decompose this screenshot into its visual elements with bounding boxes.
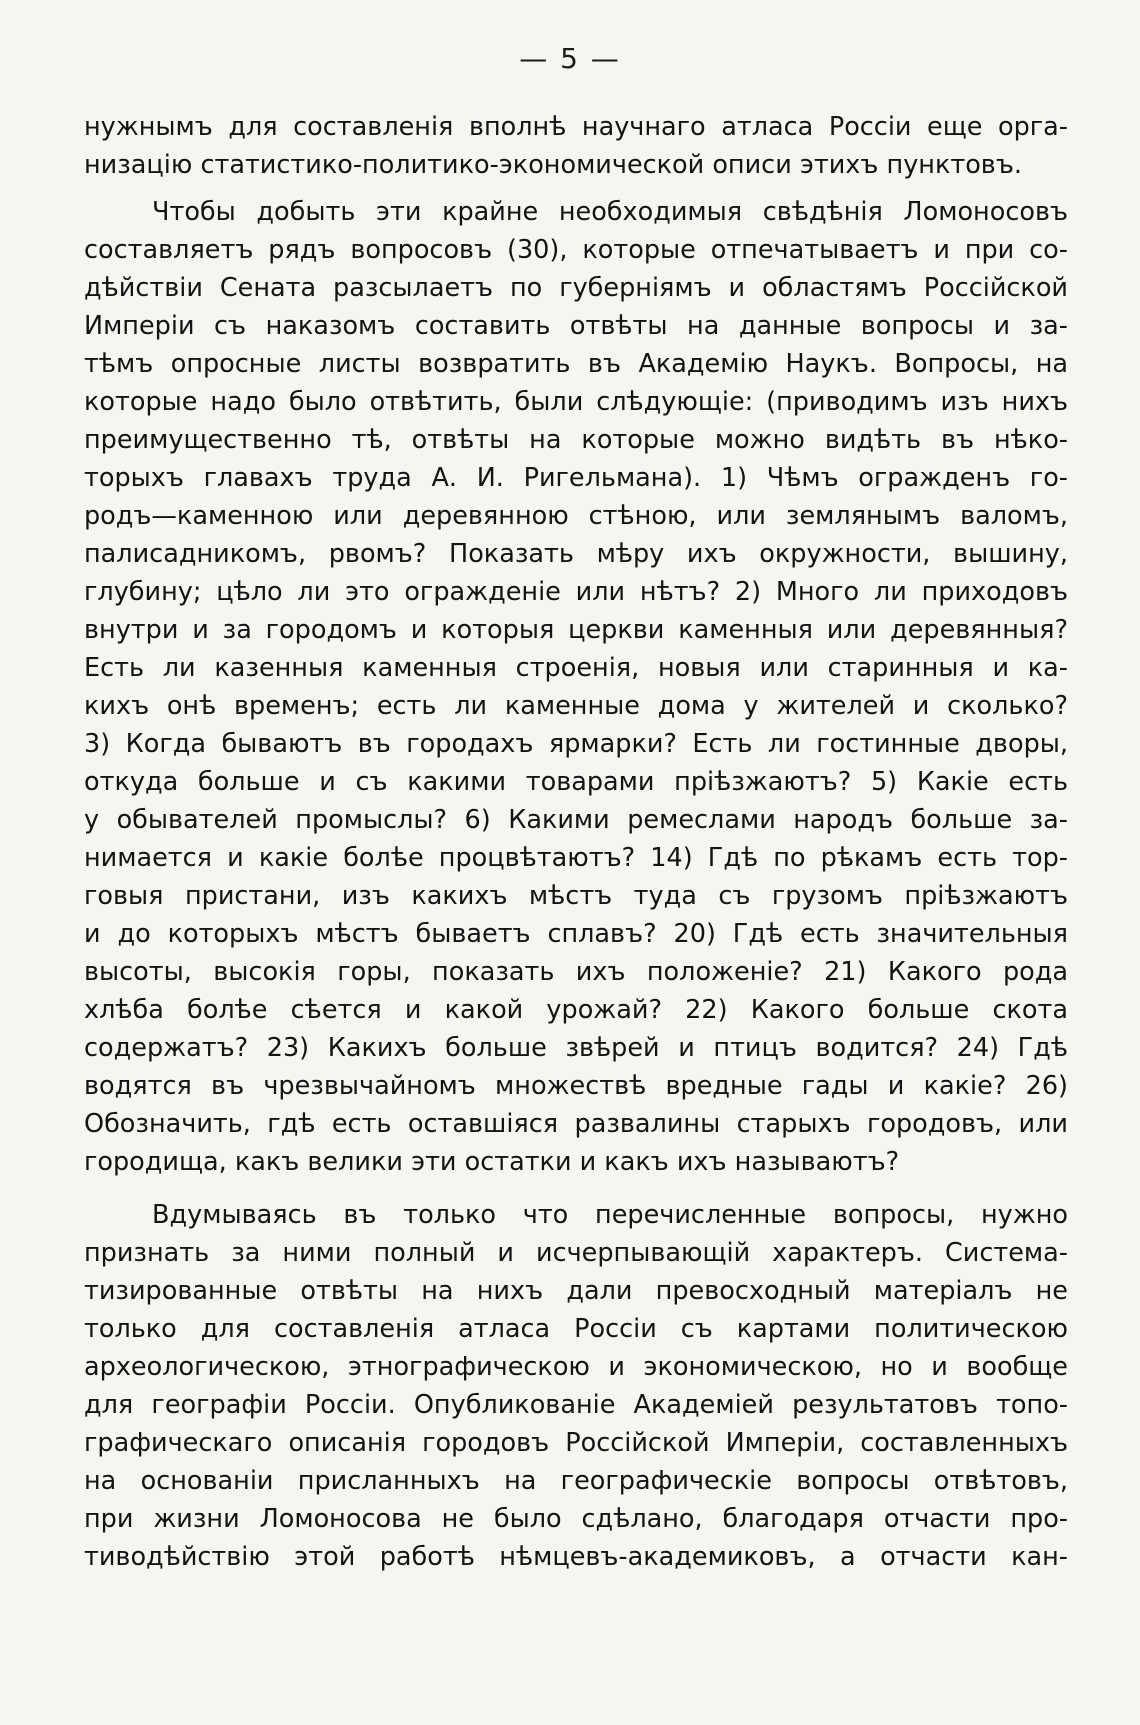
text-line: откуда больше и съ какими товарами пріѣзжаютъ? 5) Какіе есть — [84, 767, 1068, 797]
paragraph-1 — [84, 108, 1068, 184]
text-line: которые надо было отвѣтить, были слѣдующіе: (приводимъ изъ нихъ — [84, 387, 1068, 417]
text-line: палисадникомъ, рвомъ? Показать мѣру ихъ окружности, вышину, — [84, 539, 1068, 569]
text-line: для географіи Россіи. Опубликованіе Академіей результатовъ топо- — [84, 1390, 1068, 1420]
text-line: тиводѣйствію этой работѣ нѣмцевъ-академиковъ, а отчасти кан- — [84, 1542, 1068, 1572]
text-line: Чтобы добыть эти крайне необходимыя свѣдѣнія Ломоносовъ — [152, 197, 1068, 227]
text-line: тѣмъ опросные листы возвратить въ Академію Наукъ. Вопросы, на — [84, 349, 1068, 379]
text-line: и до которыхъ мѣстъ бываетъ сплавъ? 20) Гдѣ есть значительныя — [84, 919, 1068, 949]
text-line: Обозначить, гдѣ есть оставшіяся развалины старыхъ городовъ, или — [84, 1109, 1068, 1139]
text-line: говыя пристани, изъ какихъ мѣстъ туда съ грузомъ пріѣзжаютъ — [84, 881, 1068, 911]
text-line: преимущественно тѣ, отвѣты на которые можно видѣть въ нѣко- — [84, 425, 1068, 455]
text-line: Вдумываясь въ только что перечисленные вопросы, нужно — [152, 1200, 1068, 1230]
text-line: городища, какъ велики эти остатки и какъ ихъ называютъ? — [84, 1147, 900, 1177]
text-line: Имперіи съ наказомъ составить отвѣты на данные вопросы и за- — [84, 311, 1068, 341]
text-line: водятся въ чрезвычайномъ множествѣ вредные гады и какіе? 26) — [84, 1071, 1068, 1101]
text-line: родъ—каменною или деревянною стѣною, или землянымъ валомъ, — [84, 501, 1068, 531]
text-line: низацію статистико-политико-экономической описи этихъ пунктовъ. — [84, 150, 1022, 180]
text-line: высоты, высокія горы, показать ихъ положеніе? 21) Какого рода — [84, 957, 1068, 987]
text-line: нужнымъ для составленія вполнѣ научнаго атласа Россіи еще орга- — [84, 112, 1068, 142]
paragraph-2 — [84, 193, 1068, 1181]
text-line: на основаніи присланныхъ на географическіе вопросы отвѣтовъ, — [84, 1466, 1068, 1496]
paragraph-3 — [84, 1196, 1068, 1576]
text-line: при жизни Ломоносова не было сдѣлано, благодаря отчасти про- — [84, 1504, 1068, 1534]
text-line: содержатъ? 23) Какихъ больше звѣрей и птицъ водится? 24) Гдѣ — [84, 1033, 1068, 1063]
text-line: составляетъ рядъ вопросовъ (30), которые отпечатываетъ и при со- — [84, 235, 1068, 265]
text-line: внутри и за городомъ и которыя церкви каменныя или деревянныя? — [84, 615, 1068, 645]
text-line: нимается и какіе болѣе процвѣтаютъ? 14) Гдѣ по рѣкамъ есть тор- — [84, 843, 1068, 873]
text-line: хлѣба болѣе сѣется и какой урожай? 22) Какого больше скота — [84, 995, 1068, 1025]
text-line: у обывателей промыслы? 6) Какими ремеслами народъ больше за- — [84, 805, 1068, 835]
text-line: признать за ними полный и исчерпывающій характеръ. Система- — [84, 1238, 1068, 1268]
text-line: дѣйствіи Сената разсылаетъ по губерніямъ и областямъ Россійской — [84, 273, 1068, 303]
text-line: торыхъ главахъ труда А. И. Ригельмана). 1) Чѣмъ огражденъ го- — [84, 463, 1068, 493]
text-line: Есть ли казенныя каменныя строенія, новыя или старинныя и ка- — [84, 653, 1068, 683]
text-line: кихъ онѣ временъ; есть ли каменные дома у жителей и сколько? — [84, 691, 1068, 721]
text-line: археологическою, этнографическою и экономическою, но и вообще — [84, 1352, 1068, 1382]
text-line: 3) Когда бываютъ въ городахъ ярмарки? Есть ли гостинные дворы, — [84, 729, 1068, 759]
text-line: тизированные отвѣты на нихъ дали превосходный матеріалъ не — [84, 1276, 1068, 1306]
text-line: графическаго описанія городовъ Россійской Имперіи, составленныхъ — [84, 1428, 1068, 1458]
text-line: только для составленія атласа Россіи съ картами политическою — [84, 1314, 1068, 1344]
text-line: глубину; цѣло ли это огражденіе или нѣтъ? 2) Много ли приходовъ — [84, 577, 1068, 607]
page-number: — 5 — — [519, 42, 621, 75]
